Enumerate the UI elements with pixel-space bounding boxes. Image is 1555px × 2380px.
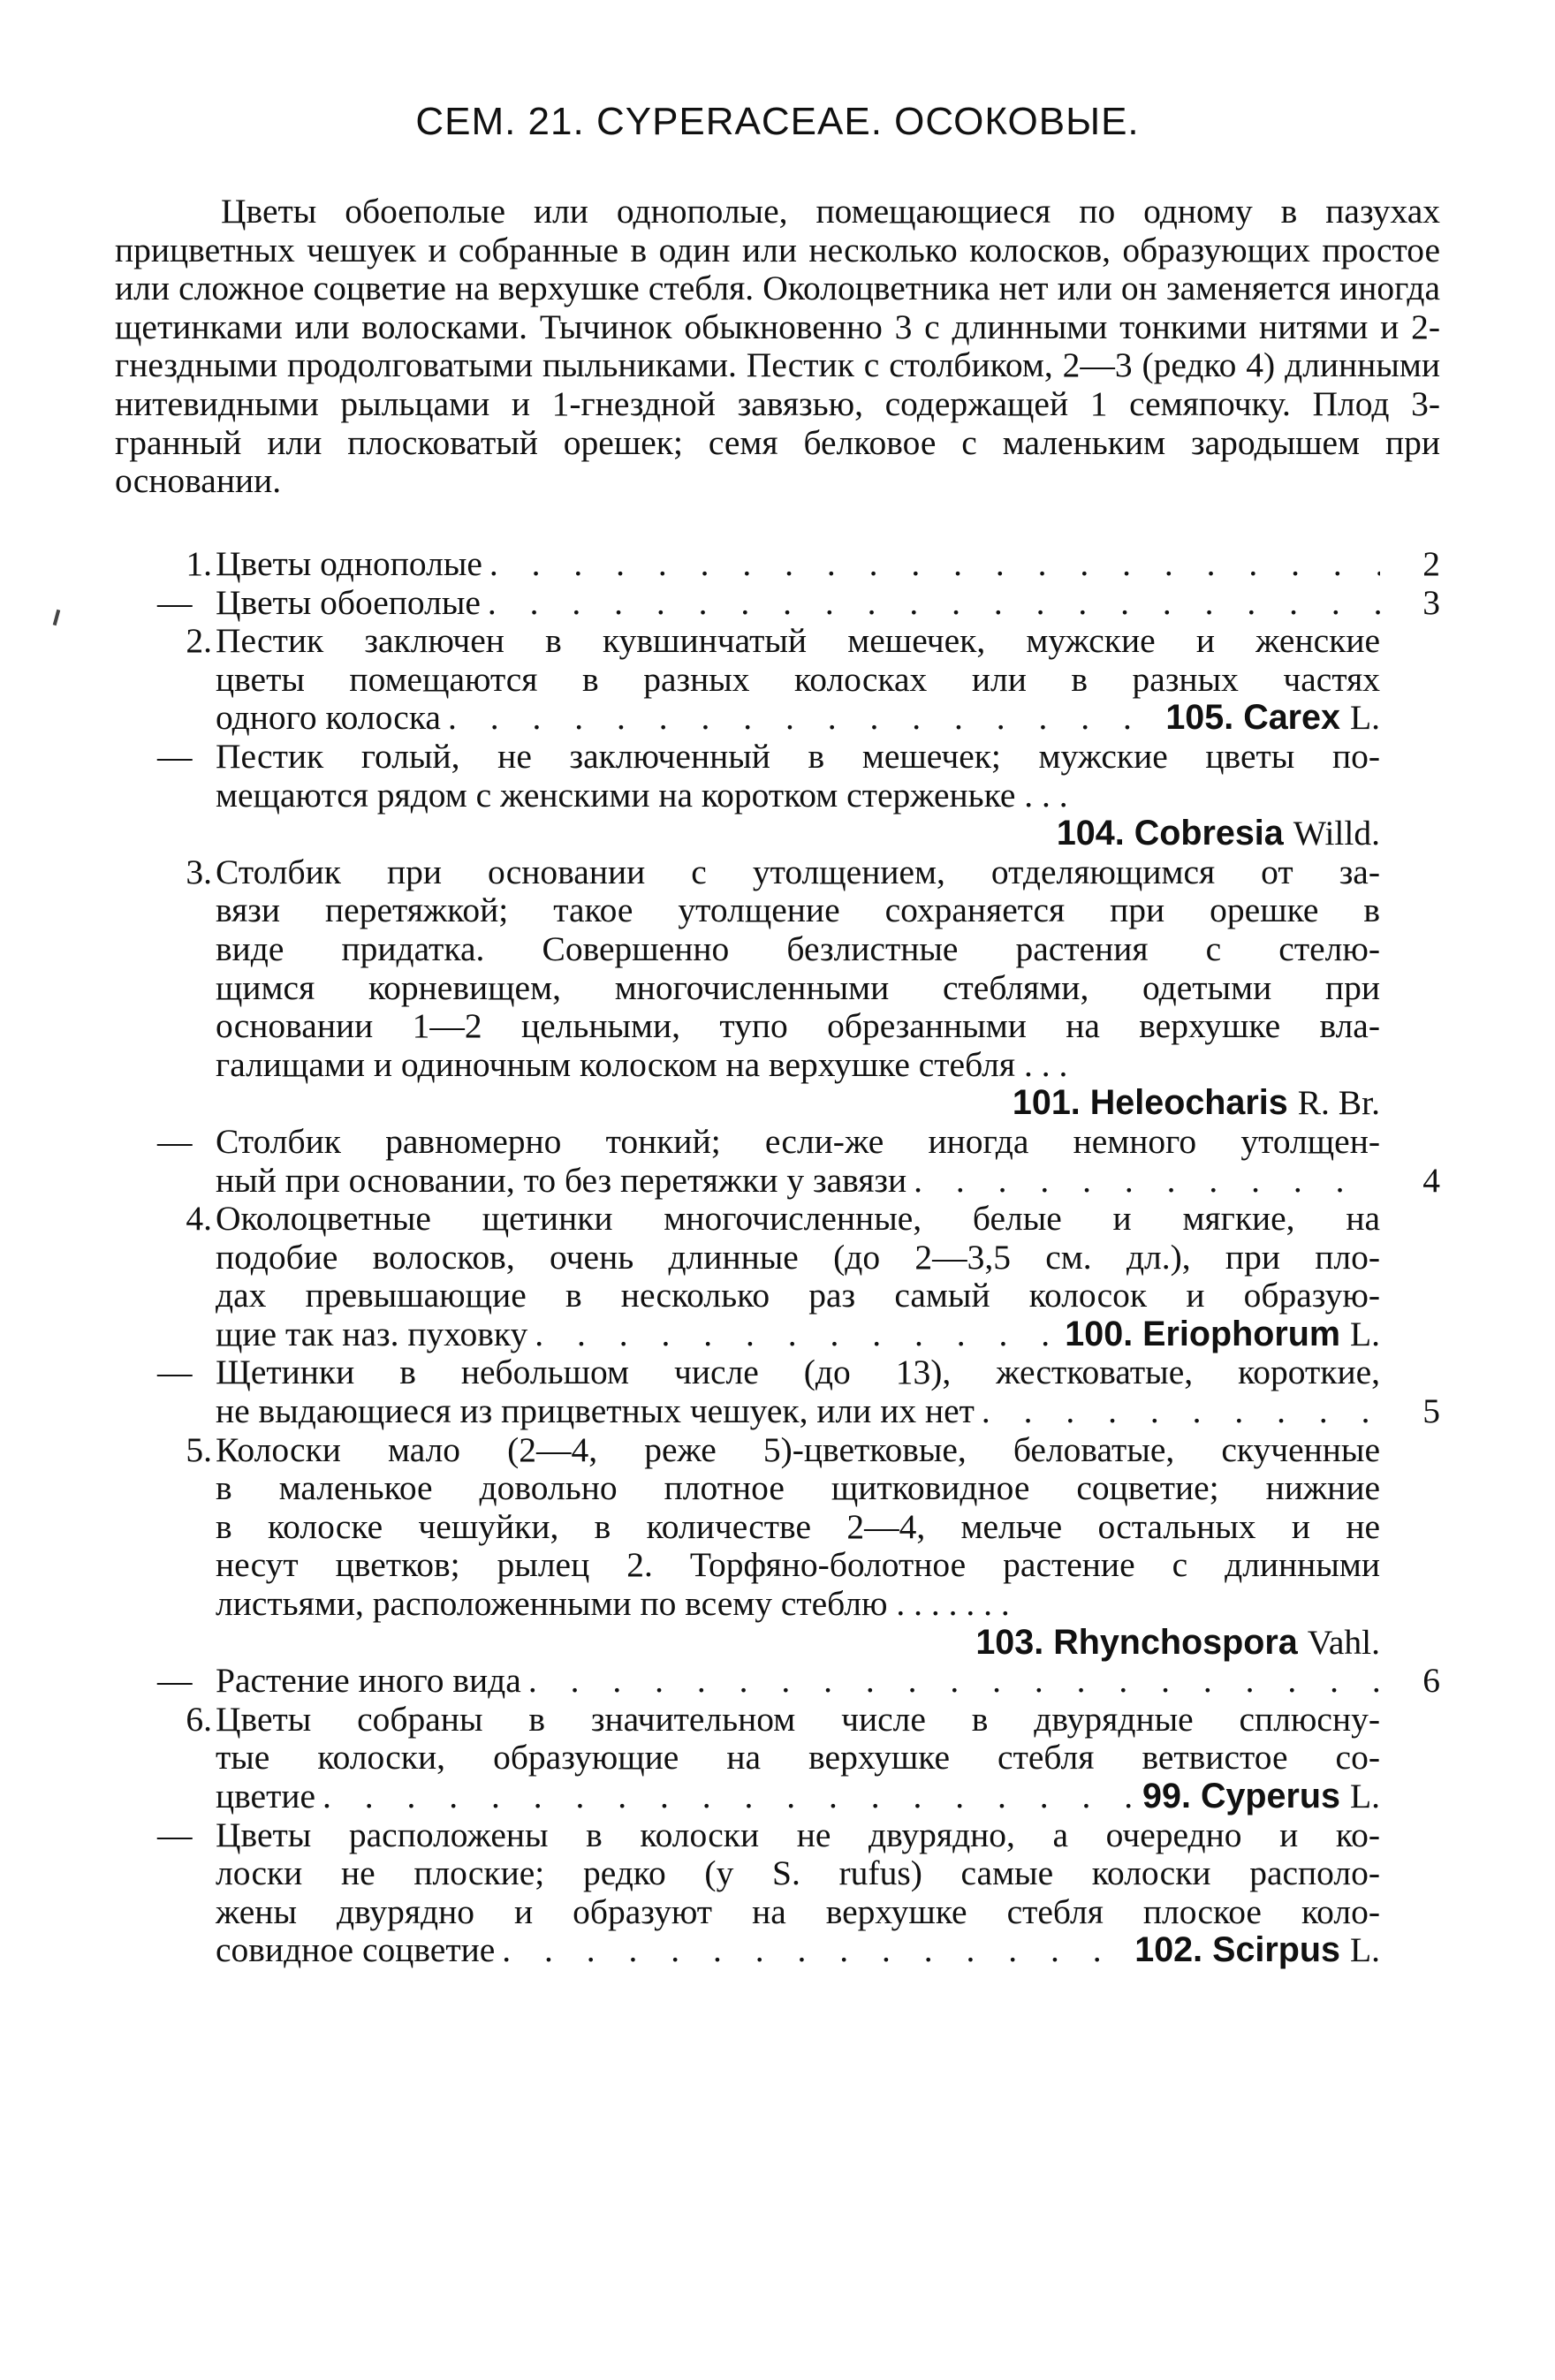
- leader-dots: [495, 1931, 1134, 1970]
- key-line: [115, 1162, 1440, 1201]
- key-line: [115, 699, 1440, 738]
- key-line: [115, 1469, 1440, 1508]
- leader-dots: [481, 584, 1380, 623]
- leader-dots: [441, 699, 1165, 738]
- key-line: [115, 584, 1440, 623]
- key-line: [115, 1777, 1440, 1816]
- key-line: [115, 1854, 1440, 1893]
- alt-dash: —: [157, 1353, 193, 1392]
- key-line: [115, 1701, 1440, 1740]
- key-text: несут цветков; рылец 2. Торфяно-болотное растение с длинными: [216, 1545, 1380, 1585]
- key-line: [115, 1239, 1440, 1277]
- leader-dots: [315, 1777, 1142, 1816]
- key-text: Цветы обоеполые: [216, 582, 481, 622]
- key-text: Столбик при основании с утолщением, отделяющимся от за-: [216, 852, 1380, 891]
- key-line: [115, 1277, 1440, 1315]
- key-text: щимся корневищем, многочисленными стеблями, одетыми при: [216, 967, 1380, 1007]
- key-text: Цветы собраны в значительном числе в двурядные сплюсну-: [216, 1699, 1380, 1739]
- margin-mark: [53, 610, 61, 625]
- genus-name: 105. Carex L.: [1165, 698, 1380, 738]
- couplet-number: 3.: [186, 852, 212, 891]
- leader-dots: [906, 1162, 1380, 1201]
- key-text: Пестик заключен в кувшинчатый мешечек, мужские и женские: [216, 621, 1380, 661]
- key-line: [115, 622, 1440, 661]
- couplet-number: 2.: [186, 621, 212, 661]
- key-line: [115, 1508, 1440, 1547]
- couplet-number: 6.: [186, 1699, 212, 1739]
- alt-dash: —: [157, 582, 193, 622]
- key-text: тые колоски, образующие на верхушке стебля ветвистое со-: [216, 1738, 1380, 1777]
- key-line: [115, 853, 1440, 892]
- key-line: [115, 1431, 1440, 1470]
- key-text: Цветы расположены в колоски не двурядно, а очередно и ко-: [216, 1815, 1380, 1854]
- key-line: [115, 1315, 1440, 1354]
- key-text: цветы помещаются в разных колосках или в разных частях: [216, 659, 1380, 699]
- page-title: СЕМ. 21. CYPERACEAE. ОСОКОВЫЕ.: [415, 100, 1140, 143]
- key-text: Пестик голый, не заключенный в мешечек; мужские цветы по-: [216, 736, 1380, 776]
- key-line: [115, 1007, 1440, 1046]
- key-text: виде придатка. Совершенно безлистные растения с стелю-: [216, 929, 1380, 968]
- couplet-number: 4.: [186, 1199, 212, 1239]
- key-line: [115, 738, 1440, 777]
- leader-dots: [521, 1662, 1380, 1701]
- key-line: [115, 1816, 1440, 1855]
- key-line: [115, 930, 1440, 969]
- key-line: [115, 777, 1440, 815]
- key-line: [115, 661, 1440, 700]
- alt-dash: —: [157, 736, 193, 776]
- key-text: галищами и одиночным колоском на верхушке стебля . . .: [216, 1044, 1068, 1084]
- step-reference: 3: [1422, 582, 1440, 622]
- genus-name: 103. Rhynchospora Vahl.: [975, 1622, 1380, 1662]
- key-line: [115, 1662, 1440, 1701]
- key-text: не выдающиеся из прицветных чешуек, или их нет: [216, 1391, 975, 1431]
- key-text: Растение иного вида: [216, 1661, 521, 1701]
- key-text: в маленькое довольно плотное щитковидное соцветие; нижние: [216, 1468, 1380, 1508]
- leader-dots: [482, 545, 1380, 584]
- key-text: щие так наз. пуховку: [216, 1314, 528, 1353]
- key-text: Околоцветные щетинки многочисленные, белые и мягкие, на: [216, 1199, 1380, 1239]
- key-line: [115, 1200, 1440, 1239]
- genus-name: 101. Heleocharis R. Br.: [1012, 1083, 1380, 1123]
- key-line: [115, 1585, 1440, 1624]
- key-line: [115, 1893, 1440, 1932]
- key-text: подобие волосков, очень длинные (до 2—3,5 см. дл.), при пло-: [216, 1237, 1380, 1277]
- key-line: [115, 1123, 1440, 1162]
- alt-dash: —: [157, 1661, 193, 1701]
- key-line: [115, 815, 1440, 853]
- leader-dots: [527, 1315, 1065, 1354]
- key-text: Щетинки в небольшом числе (до 13), жестковатые, короткие,: [216, 1353, 1380, 1392]
- key-text: лоски не плоские; редко (у S. rufus) самые колоски располо-: [216, 1853, 1380, 1893]
- key-line: [115, 1931, 1440, 1970]
- genus-name: 104. Cobresia Willd.: [1056, 814, 1380, 853]
- step-reference: 6: [1422, 1661, 1440, 1701]
- key-line: [115, 1546, 1440, 1585]
- key-line: [115, 1624, 1440, 1663]
- key-text: в колоске чешуйки, в количестве 2—4, мельче остальных и не: [216, 1506, 1380, 1546]
- key-line: [115, 1084, 1440, 1123]
- key-line: [115, 1353, 1440, 1392]
- key-text: цветие: [216, 1777, 316, 1815]
- key-text: Колоски мало (2—4, реже 5)-цветковые, беловатые, скученные: [216, 1429, 1380, 1469]
- step-reference: 2: [1422, 544, 1440, 583]
- key-text: совидное соцветие: [216, 1930, 496, 1970]
- key-text: одного колоска: [216, 698, 441, 738]
- key-text: ный при основании, то без перетяжки у завязи: [216, 1160, 907, 1200]
- key-text: жены двурядно и образуют на верхушке стебля плоское коло-: [216, 1891, 1380, 1931]
- identification-key: [115, 545, 1440, 1970]
- step-reference: 4: [1422, 1160, 1440, 1200]
- key-text: дах превышающие в несколько раз самый колосок и образую-: [216, 1276, 1380, 1315]
- key-line: [115, 1739, 1440, 1777]
- alt-dash: —: [157, 1121, 193, 1161]
- couplet-number: 5.: [186, 1429, 212, 1469]
- alt-dash: —: [157, 1815, 193, 1854]
- key-text: Цветы однополые: [216, 544, 482, 583]
- leader-dots: [975, 1392, 1380, 1431]
- genus-name: 100. Eriophorum L.: [1065, 1314, 1380, 1353]
- key-line: [115, 1392, 1440, 1431]
- key-line: [115, 969, 1440, 1008]
- key-text: листьями, расположенными по всему стеблю . . . . . . .: [216, 1584, 1010, 1624]
- couplet-number: 1.: [186, 544, 212, 583]
- key-text: основании 1—2 цельными, тупо обрезанными на верхушке вла-: [216, 1006, 1380, 1046]
- key-line: [115, 891, 1440, 930]
- key-text: мещаются рядом с женскими на коротком стерженьке . . .: [216, 775, 1068, 815]
- genus-name: 99. Cyperus L.: [1142, 1777, 1380, 1815]
- key-text: Столбик равномерно тонкий; если-же иногда немного утолщен-: [216, 1121, 1380, 1161]
- step-reference: 5: [1422, 1391, 1440, 1431]
- key-line: [115, 545, 1440, 584]
- key-text: вязи перетяжкой; такое утолщение сохраняется при орешке в: [216, 891, 1380, 930]
- genus-name: 102. Scirpus L.: [1134, 1930, 1380, 1970]
- family-description: Цветы обоеполые или однополые, помещающиеся по одному в пазухах прицветных чешуек и собранные в один или несколько колосков, образующих простое или сложное соцветие на верхушке стебля. Околоцветника нет или он заменяется иногда щетинками или волосками. Тычинок обыкновенно 3 с длинными тонкими нитями и 2-гнездными продолговатыми пыльниками. Пестик с столбиком, 2—3 (редко 4) длинными нитевидными рыльцами и 1-гнездной завязью, содержащей 1 семяпочку. Плод 3-гранный или плосковатый орешек; семя белковое с маленьким зародышем при основании.: [115, 192, 1440, 501]
- key-line: [115, 1046, 1440, 1085]
